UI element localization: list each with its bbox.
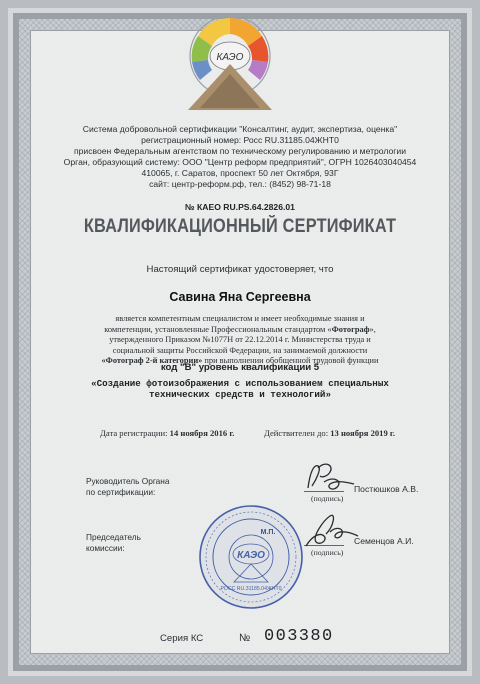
labor-function (68, 378, 412, 400)
chair-label-line-1: Председатель (86, 532, 141, 542)
head-name: Постюшков А.В. (354, 484, 419, 494)
qualification-level: код "В" уровень квалификации 5 (160, 362, 320, 373)
desc-line-3: утвержденного Приказом №1077Н от 22.12.2014 г. Министерства труда и (109, 335, 371, 344)
desc-line-2 (56, 325, 424, 336)
competence-description (56, 314, 424, 367)
head-label-line-1: Руководитель Органа (86, 476, 170, 486)
stamp-center-text: КАЭО (237, 550, 265, 561)
desc-line-2c: », (369, 324, 376, 334)
head-label-line-2: по сертификации: (86, 486, 156, 497)
labor-function-line-1: «Создание фотоизображения с использованием специальных (91, 378, 389, 389)
org-info (38, 124, 442, 190)
series-number-sign: № (239, 632, 251, 644)
stamp-bottom-text: РОСС RU.31185.04ЖНТ0 (220, 586, 282, 592)
dates (100, 428, 424, 438)
organization-stamp-icon (196, 502, 306, 612)
org-line-2: регистрационный номер: Росс RU.31185.04ЖНТ0 (141, 135, 339, 145)
valid-until-label: Действителен до: (264, 428, 331, 438)
chair-signature-icon (300, 506, 362, 552)
chair-name: Семенцов А.И. (354, 536, 414, 546)
desc-line-1: является компетентным специалистом и имеет необходимые знания и (115, 314, 365, 323)
certificate-title: КВАЛИФИКАЦИОННЫЙ СЕРТИФИКАТ (83, 216, 397, 237)
head-signature-icon (300, 458, 360, 498)
logo-text: КАЭО (216, 52, 244, 63)
profession-standard: Фотограф (331, 324, 370, 334)
desc-line-5b: при выполнении обобщенной трудовой функции (202, 356, 379, 365)
head-label (86, 476, 169, 497)
certificate-number: № КАЕО RU.PS.64.2826.01 (185, 202, 295, 212)
chair-label-line-2: комиссии: (86, 542, 125, 553)
chair-label (86, 532, 141, 553)
org-line-5: 410065, г. Саратов, проспект 50 лет Октября, 93Г (141, 168, 339, 178)
series-number: 003380 (264, 627, 334, 646)
series-label: Серия КС (160, 633, 204, 644)
org-line-4: Орган, образующий систему: ООО "Центр реформ предприятий", ОГРН 1026403040454 (63, 157, 417, 167)
valid-until (264, 428, 395, 438)
registration-date-value: 14 ноября 2016 г. (169, 428, 235, 438)
head-signature-caption: (подпись) (311, 494, 344, 503)
holder-name: Савина Яна Сергеевна (169, 290, 311, 304)
intro-text: Настоящий сертификат удостоверяет, что (146, 264, 334, 275)
org-line-6: сайт: центр-реформ.рф, тел.: (8452) 98-71-18 (149, 179, 331, 189)
certificate (8, 8, 472, 676)
desc-line-4: социальной защиты Российской Федерации, на занимаемой должности (112, 345, 368, 355)
registration-date-label: Дата регистрации: (100, 428, 170, 438)
chair-signature-caption: (подпись) (311, 548, 344, 557)
stamp-mp-text: М.П. (260, 529, 276, 536)
org-line-3: присвоен Федеральным агентством по техническому регулированию и метрологии (73, 146, 407, 156)
desc-line-2a: компетенции, установленные Профессиональным стандартом « (104, 324, 332, 334)
registration-date (100, 428, 234, 438)
position-title: «Фотограф 2-й категории» (101, 356, 203, 365)
valid-until-value: 13 ноября 2019 г. (330, 428, 396, 438)
org-line-1: Система добровольной сертификации "Консалтинг, аудит, экспертиза, оценка" (82, 124, 398, 134)
labor-function-line-2: технических средств и технологий» (149, 389, 331, 400)
kaeo-logo-icon (176, 14, 284, 114)
